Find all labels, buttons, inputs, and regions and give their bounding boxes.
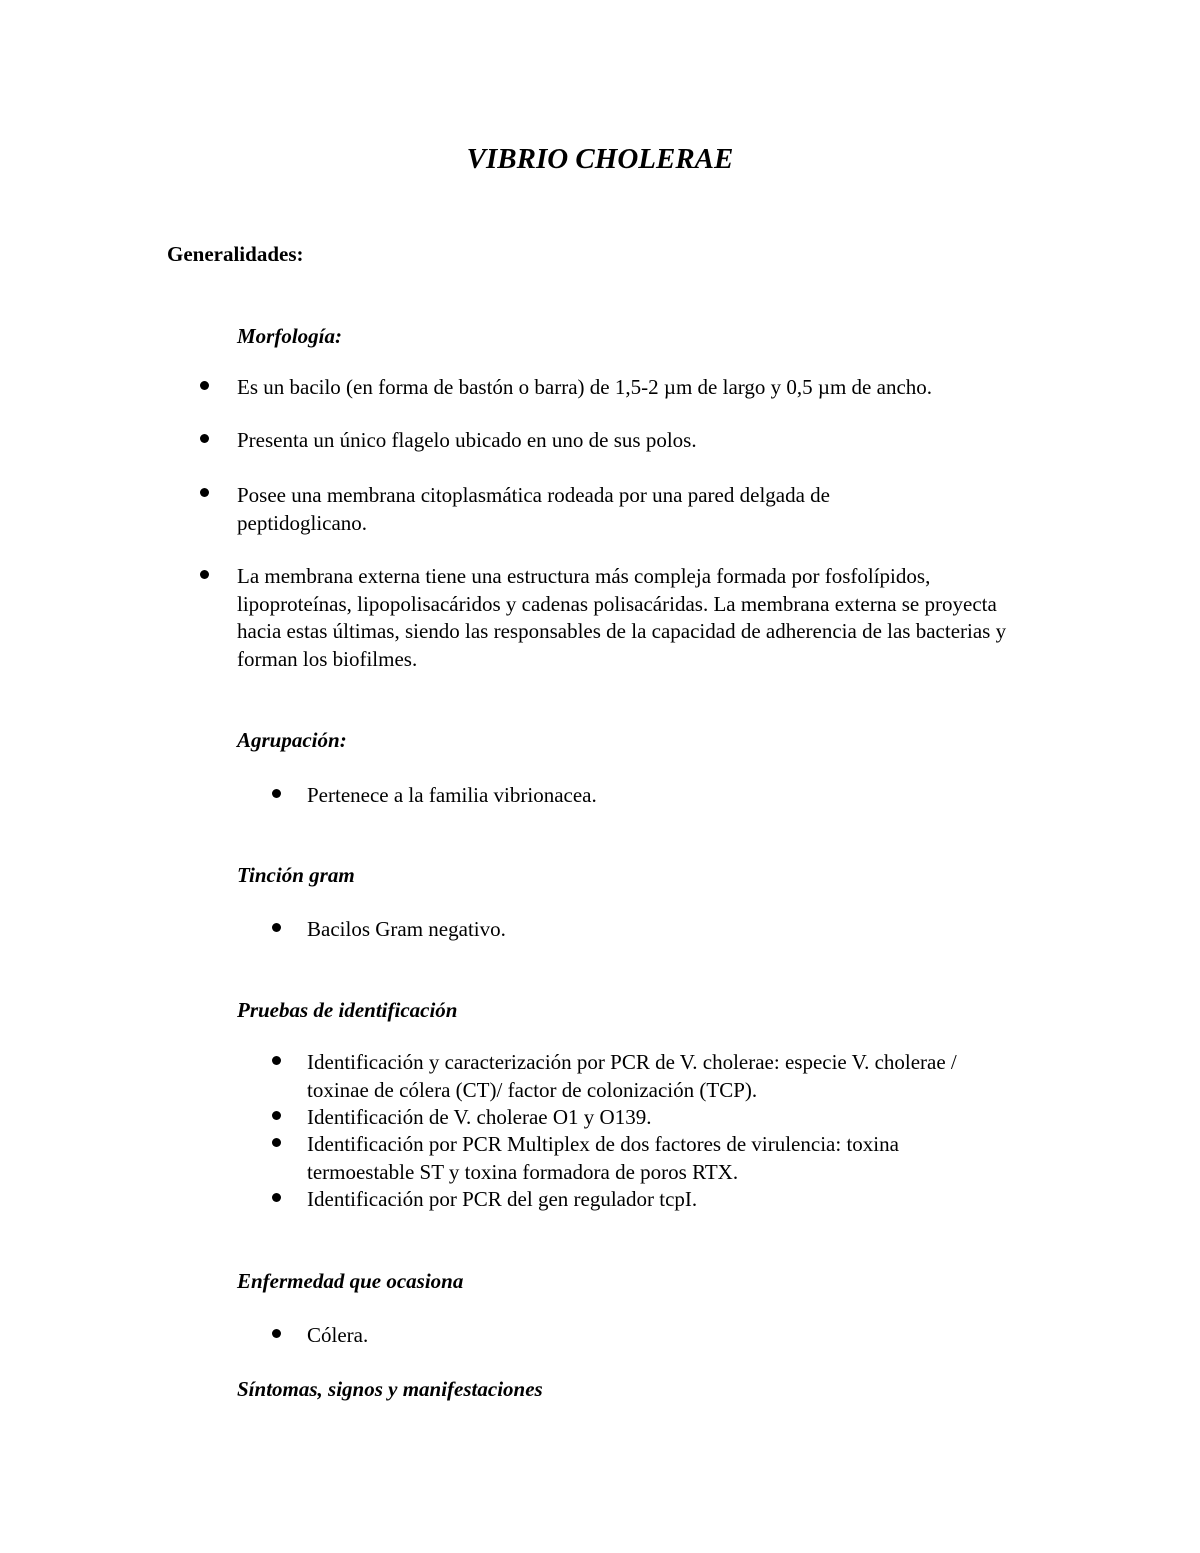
list-item-morfologia-3: Posee una membrana citoplasmática rodeada por una pared delgada de peptidoglicano. — [237, 483, 830, 535]
bullet-icon — [200, 488, 209, 497]
list-item-agrupacion-1: Pertenece a la familia vibrionacea. — [307, 783, 597, 807]
list-item-enfermedad-1: Cólera. — [307, 1323, 369, 1347]
bullet-icon — [272, 1193, 281, 1202]
bullet-icon — [200, 434, 209, 443]
bullet-icon — [272, 1329, 281, 1338]
section-morfologia-heading: Morfología: — [237, 324, 342, 348]
list-item-pruebas-3: Identificación por PCR Multiplex de dos factores de virulencia: toxina termoestable ST y toxina formadora de poros RTX. — [307, 1132, 899, 1184]
bullet-icon — [200, 570, 209, 579]
bullet-icon — [272, 1056, 281, 1065]
list-item-pruebas-2: Identificación de V. cholerae O1 y O139. — [307, 1105, 652, 1129]
list-item-tincion-1: Bacilos Gram negativo. — [307, 917, 506, 941]
list-item-pruebas-4: Identificación por PCR del gen regulador tcpI. — [307, 1187, 698, 1211]
section-tincion-heading: Tinción gram — [237, 863, 355, 887]
list-item-morfologia-2: Presenta un único flagelo ubicado en uno de sus polos. — [237, 428, 697, 452]
bullet-icon — [272, 789, 281, 798]
section-pruebas-heading: Pruebas de identificación — [237, 998, 458, 1022]
document-title: VIBRIO CHOLERAE — [466, 143, 734, 175]
section-enfermedad-heading: Enfermedad que ocasiona — [237, 1269, 464, 1293]
section-generalidades-heading: Generalidades: — [167, 242, 304, 266]
bullet-icon — [272, 923, 281, 932]
bullet-icon — [200, 381, 209, 390]
section-sintomas-heading: Síntomas, signos y manifestaciones — [237, 1377, 543, 1401]
section-agrupacion-heading: Agrupación: — [237, 728, 347, 752]
list-item-pruebas-1: Identificación y caracterización por PCR de V. cholerae: especie V. cholerae / toxinae de cólera (CT)/ factor de colonización (TCP). — [307, 1050, 957, 1102]
bullet-icon — [272, 1138, 281, 1147]
bullet-icon — [272, 1111, 281, 1120]
list-item-morfologia-4: La membrana externa tiene una estructura más compleja formada por fosfolípidos, lipoproteínas, lipopolisacáridos y cadenas polisacáridas. La membrana externa se proyecta hacia estas últimas, siendo las responsables de la capacidad de adherencia de las bacterias y forman los biofilmes. — [237, 564, 1007, 671]
list-item-morfologia-1: Es un bacilo (en forma de bastón o barra) de 1,5-2 µm de largo y 0,5 µm de ancho. — [237, 375, 933, 399]
